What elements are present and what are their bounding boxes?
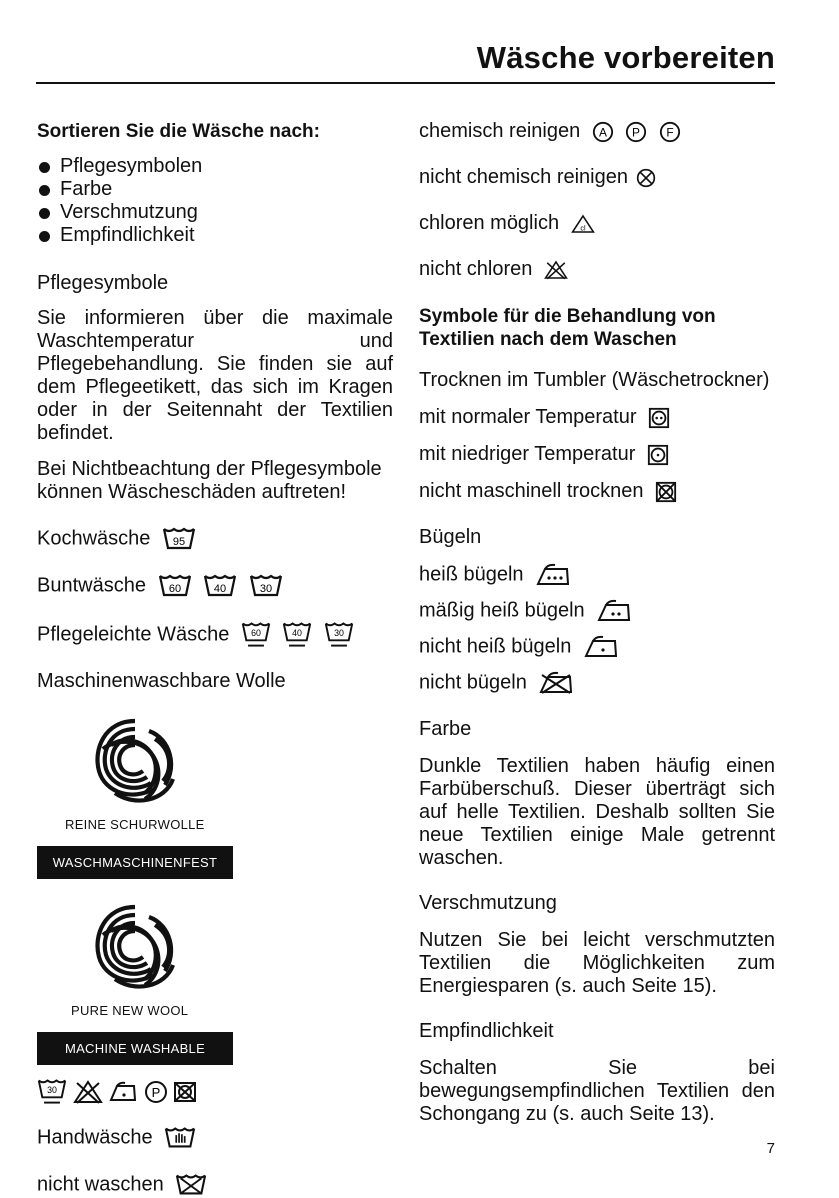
svg-text:P: P [632,125,641,140]
soiling-paragraph: Nutzen Sie bei leicht verschmutzten Textilien die Möglichkeiten zum Energiesparen (s. auch Seite 15). [419,929,775,997]
list-item: Empfindlichkeit [37,224,393,247]
tumble-normal-icon [648,407,670,429]
dryclean-label: chemisch reinigen [419,120,581,142]
header-rule [36,82,775,84]
pflege-label: Pflegeleichte Wäsche [37,623,230,646]
svg-text:A: A [598,125,607,140]
bleach-row [419,212,775,235]
sort-list [37,155,393,247]
bunt-row [37,573,393,599]
care-heading: Pflegesymbole [37,272,169,294]
no-iron-row [419,671,775,695]
wash-40-gentle-icon [282,620,312,650]
right-column [419,116,775,1126]
svg-text:30: 30 [259,583,272,595]
wash-60-icon [158,573,192,599]
bleach-icon [571,213,595,235]
no-bleach-icon [73,1079,103,1105]
tumble-normal-label: mit normaler Temperatur [419,406,637,428]
wash-30-icon [249,573,283,599]
iron-mid-label: mäßig heiß bügeln [419,599,585,622]
wash-30-wool-icon [37,1077,67,1107]
tumble-low-row [419,443,775,466]
no-tumble-label: nicht maschinell trocknen [419,480,644,502]
woolmark-caption: PURE NEW WOOL [71,1003,189,1018]
no-bleach-icon [544,259,568,281]
list-item: Pflegesymbolen [37,155,393,178]
page-number: 7 [766,1140,775,1157]
hand-label: Handwäsche [37,1126,153,1149]
woolmark-bar: MACHINE WASHABLE [37,1032,233,1065]
dryclean-row [419,120,775,143]
woolmark-bar: WASCHMASCHINENFEST [37,846,233,879]
wool-care-symbols [37,1077,393,1107]
woolmark-caption: REINE SCHURWOLLE [65,817,205,832]
color-heading: Farbe [419,718,472,740]
sort-heading: Sortieren Sie die Wäsche nach: [37,121,320,142]
no-dryclean-row [419,166,775,189]
iron-low-row [419,635,775,659]
svg-text:95: 95 [172,536,186,548]
koch-row [37,526,393,552]
tumbler-label: Trocknen im Tumbler (Wäschetrockner) [419,369,770,391]
iron-mid-row [419,599,775,623]
no-iron-label: nicht bügeln [419,671,527,694]
no-wash-icon [175,1172,207,1198]
sensitivity-heading: Empfindlichkeit [419,1020,554,1042]
dryclean-f-icon [659,121,681,143]
iron-heading: Bügeln [419,526,482,548]
wash-60-gentle-icon [241,620,271,650]
soiling-heading: Verschmutzung [419,892,557,914]
iron-low-icon [108,1080,138,1104]
iron-hot-label: heiß bügeln [419,563,524,586]
hand-row [37,1125,393,1151]
no-wash-row [37,1172,393,1198]
no-wash-label: nicht waschen [37,1173,164,1196]
handwash-icon [164,1125,196,1151]
iron-hot-icon [535,563,571,587]
bleach-label: chloren möglich [419,212,560,234]
no-dryclean-icon [636,168,656,188]
svg-text:cl: cl [580,223,586,233]
svg-text:30: 30 [47,1084,57,1095]
iron-low-icon [583,635,619,659]
koch-label: Kochwäsche [37,527,151,550]
tumble-low-icon [647,444,669,466]
no-bleach-label: nicht chloren [419,258,533,280]
left-column [37,116,393,1198]
care-paragraph-1: Sie informieren über die maximale Waschtemperatur und Pflegebehandlung. Sie finden sie auf dem Pflegeetikett, das sich im Kragen oder in der Seitennaht der Textilien befindet. [37,307,393,444]
dryclean-a-icon [592,121,614,143]
iron-low-label: nicht heiß bügeln [419,635,572,658]
care-paragraph-2: Bei Nichtbeachtung der Pflegesymbole können Wäscheschäden auftreten! [37,458,382,503]
woolmark-logo-icon [85,709,185,809]
wash-30-gentle-icon [324,620,354,650]
bunt-label: Buntwäsche [37,574,146,597]
no-dryclean-label: nicht chemisch reinigen [419,166,628,188]
svg-text:40: 40 [213,583,227,595]
svg-text:30: 30 [334,627,344,638]
dryclean-p-icon [625,121,647,143]
dryclean-p-icon [144,1080,168,1104]
woolmark-logo-icon [85,895,185,995]
color-paragraph: Dunkle Textilien haben häufig einen Farbüberschuß. Dieser überträgt sich auf helle Textilien. Deshalb sollten Sie neue Textilien einige Male getrennt waschen. [419,755,775,869]
pflege-row [37,620,393,650]
iron-medium-icon [596,599,632,623]
iron-hot-row [419,563,775,587]
svg-text:P: P [151,1085,161,1100]
no-tumble-dry-icon [655,481,677,503]
svg-text:60: 60 [168,583,181,595]
woolmark-block-en [37,895,237,1065]
svg-text:60: 60 [250,627,261,638]
wolle-label: Maschinenwaschbare Wolle [37,670,286,692]
wash-95-icon [162,526,196,552]
sensitivity-paragraph: Schalten Sie bei bewegungsempfindlichen Textilien den Schongang zu (s. auch Seite 13). [419,1057,775,1125]
wash-40-icon [203,573,237,599]
no-tumble-row [419,480,775,503]
svg-text:40: 40 [292,627,303,638]
page-title: Wäsche vorbereiten [476,40,775,75]
no-bleach-row [419,258,775,281]
no-iron-icon [538,671,574,695]
list-item: Farbe [37,178,393,201]
tumble-normal-row [419,406,775,429]
woolmark-block-de [37,709,237,879]
svg-text:F: F [666,125,674,140]
tumble-low-label: mit niedriger Temperatur [419,443,636,465]
list-item: Verschmutzung [37,201,393,224]
after-wash-heading: Symbole für die Behandlung von Textilien nach dem Waschen [419,306,716,350]
no-tumble-dry-icon [173,1079,199,1105]
